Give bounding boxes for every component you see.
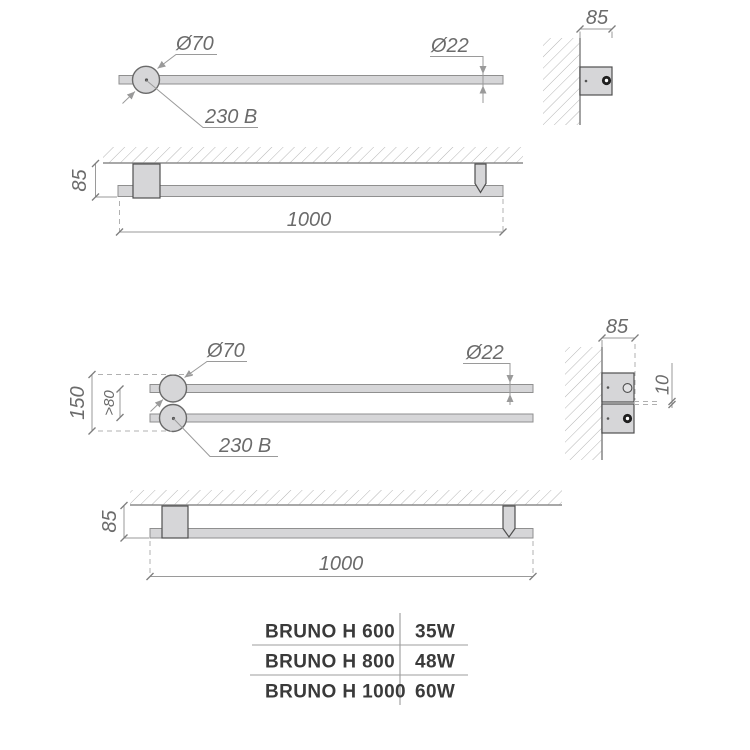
bolt-core — [626, 417, 629, 420]
spacing-label: >80 — [101, 390, 118, 416]
left-bracket — [133, 164, 160, 198]
wall-hatch — [543, 38, 580, 125]
tube-diameter-label: Ø22 — [466, 342, 504, 364]
heating-bar — [150, 529, 533, 539]
knob-diameter-leader — [185, 362, 248, 378]
double-rail-side-view — [565, 316, 676, 460]
wall-hatch — [565, 347, 602, 460]
knob-diameter-label: Ø70 — [176, 33, 214, 55]
double-rail-top-view — [99, 490, 562, 580]
wall-hatch — [103, 147, 523, 163]
heating-bar-top — [150, 385, 533, 393]
wall-hatch — [130, 490, 562, 505]
spec-table — [250, 613, 468, 705]
table-row — [265, 652, 455, 673]
single-rail-side-view — [543, 7, 616, 125]
bracket-pin — [607, 386, 610, 389]
bolt-head-open — [623, 384, 632, 393]
offset-label: 85 — [69, 169, 91, 192]
length-label: 1000 — [318, 553, 364, 575]
bracket-pin — [585, 80, 588, 83]
left-bracket — [162, 506, 188, 538]
power-cell: 48W — [415, 651, 456, 673]
offset-label: 85 — [99, 510, 121, 533]
double-rail-front-view — [67, 340, 533, 457]
bracket-pin — [607, 417, 610, 420]
tube-diameter-label: Ø22 — [431, 35, 469, 57]
height-label: 150 — [67, 386, 89, 420]
model-cell: BRUNO H 1000 — [265, 681, 407, 703]
gap-label: 10 — [652, 374, 673, 396]
voltage-label: 230 В — [205, 106, 258, 128]
knob-diameter-arrow — [151, 400, 164, 412]
length-label: 1000 — [286, 209, 332, 231]
heating-bar — [119, 76, 503, 85]
tube-diameter-leader — [463, 364, 510, 384]
knob-diameter-arrow — [123, 92, 136, 104]
power-cell: 35W — [415, 621, 456, 643]
heating-bar — [118, 186, 503, 197]
table-row — [265, 682, 455, 703]
depth-label: 85 — [585, 7, 609, 29]
single-rail-top-view — [69, 147, 523, 236]
bolt-core — [605, 79, 608, 82]
heating-bar-bottom — [150, 414, 533, 422]
power-knob-top — [160, 375, 187, 402]
model-cell: BRUNO H 600 — [265, 621, 396, 643]
table-row — [265, 622, 455, 643]
knob-diameter-label: Ø70 — [207, 340, 245, 362]
model-cell: BRUNO H 800 — [265, 651, 396, 673]
voltage-label: 230 В — [219, 435, 272, 457]
knob-diameter-leader — [158, 55, 218, 69]
single-rail-front-view — [119, 33, 503, 128]
depth-label: 85 — [605, 316, 629, 338]
tube-diameter-leader — [430, 57, 483, 75]
power-cell: 60W — [415, 681, 456, 703]
